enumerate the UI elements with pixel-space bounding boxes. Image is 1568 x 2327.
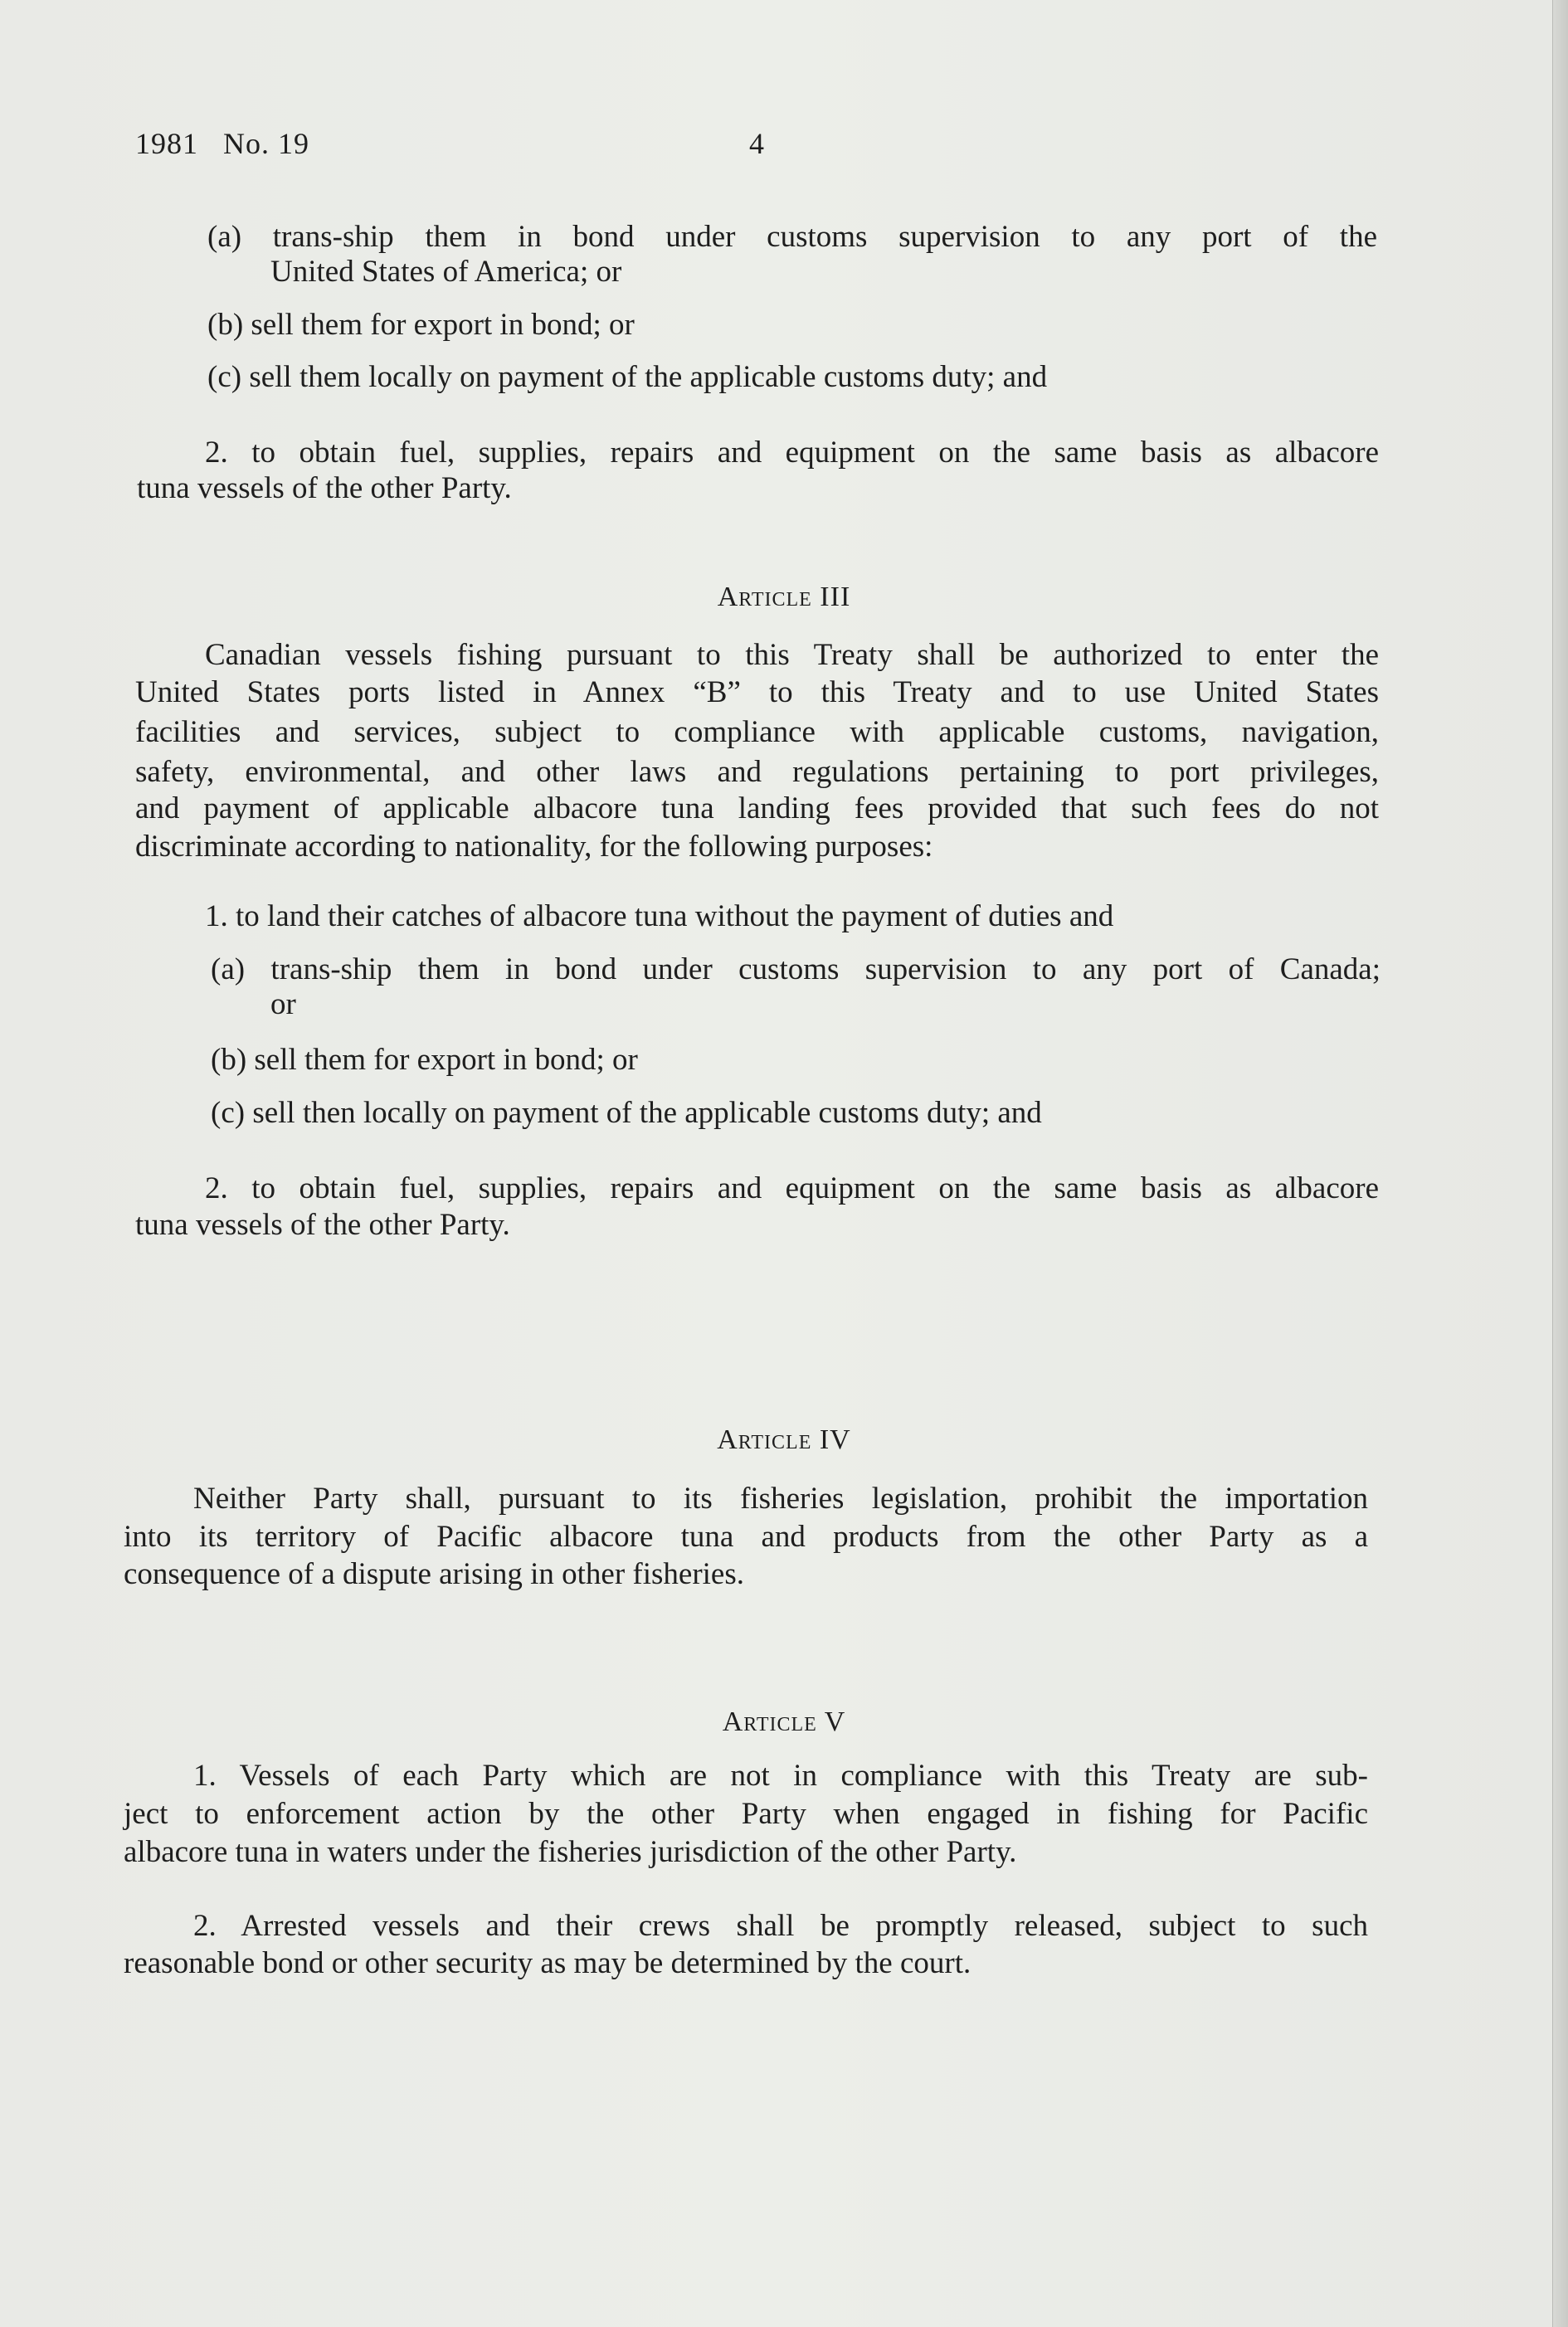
- article-5-paragraph-2-line-2: reasonable bond or other security as may be determined by the court.: [124, 1946, 971, 1980]
- article-4-line-1: Neither Party shall, pursuant to its fisheries legislation, prohibit the importation: [193, 1482, 1368, 1516]
- paragraph-2-continued: tuna vessels of the other Party.: [137, 471, 512, 505]
- article-5-paragraph-1-line-2: ject to enforcement action by the other Party when engaged in fishing for Pacific: [124, 1797, 1368, 1831]
- article-4-line-3: consequence of a dispute arising in other fisheries.: [124, 1557, 744, 1591]
- article-3-item-1: 1. to land their catches of albacore tuna without the payment of duties and: [205, 899, 1114, 933]
- item-a: (a) trans-ship them in bond under customs supervision to any port of the: [207, 220, 1377, 254]
- article-3-line-5: and payment of applicable albacore tuna landing fees provided that such fees do not: [135, 791, 1379, 825]
- article-3-line-3: facilities and services, subject to compliance with applicable customs, navigation,: [135, 715, 1379, 749]
- article-3-item-b: (b) sell them for export in bond; or: [211, 1043, 638, 1077]
- article-3-line-2: United States ports listed in Annex “B” to this Treaty and to use United States: [135, 675, 1379, 709]
- article-4-line-2: into its territory of Pacific albacore tuna and products from the other Party as a: [124, 1520, 1368, 1554]
- page-number: 4: [749, 127, 764, 160]
- article-3-line-4: safety, environmental, and other laws and regulations pertaining to port privileges,: [135, 755, 1379, 789]
- article-3-paragraph-2-continued: tuna vessels of the other Party.: [135, 1208, 510, 1242]
- article-3-item-c: (c) sell then locally on payment of the applicable customs duty; and: [211, 1096, 1042, 1130]
- item-a-continued: United States of America; or: [270, 255, 622, 289]
- article-3-line-6: discriminate according to nationality, for the following purposes:: [135, 830, 933, 864]
- article-5-paragraph-1-line-3: albacore tuna in waters under the fisheries jurisdiction of the other Party.: [124, 1835, 1017, 1869]
- item-b: (b) sell them for export in bond; or: [207, 308, 635, 342]
- document-header: 1981 No. 19: [135, 127, 309, 160]
- article-5-paragraph-1-line-1: 1. Vessels of each Party which are not in compliance with this Treaty are sub-: [193, 1759, 1368, 1793]
- page-edge: [1552, 0, 1568, 2327]
- article-3-line-1: Canadian vessels fishing pursuant to this Treaty shall be authorized to enter the: [205, 638, 1379, 672]
- paragraph-2: 2. to obtain fuel, supplies, repairs and equipment on the same basis as albacore: [205, 436, 1379, 470]
- article-3-item-a-continued: or: [270, 987, 296, 1021]
- article-3-item-a: (a) trans-ship them in bond under customs supervision to any port of Canada;: [211, 952, 1381, 986]
- item-c: (c) sell them locally on payment of the applicable customs duty; and: [207, 360, 1048, 394]
- article-5-paragraph-2-line-1: 2. Arrested vessels and their crews shall be promptly released, subject to such: [193, 1909, 1368, 1943]
- article-3-paragraph-2: 2. to obtain fuel, supplies, repairs and equipment on the same basis as albacore: [205, 1171, 1379, 1205]
- article-5-heading: Article V: [722, 1706, 846, 1737]
- article-3-heading: Article III: [717, 582, 851, 612]
- article-4-heading: Article IV: [717, 1424, 851, 1455]
